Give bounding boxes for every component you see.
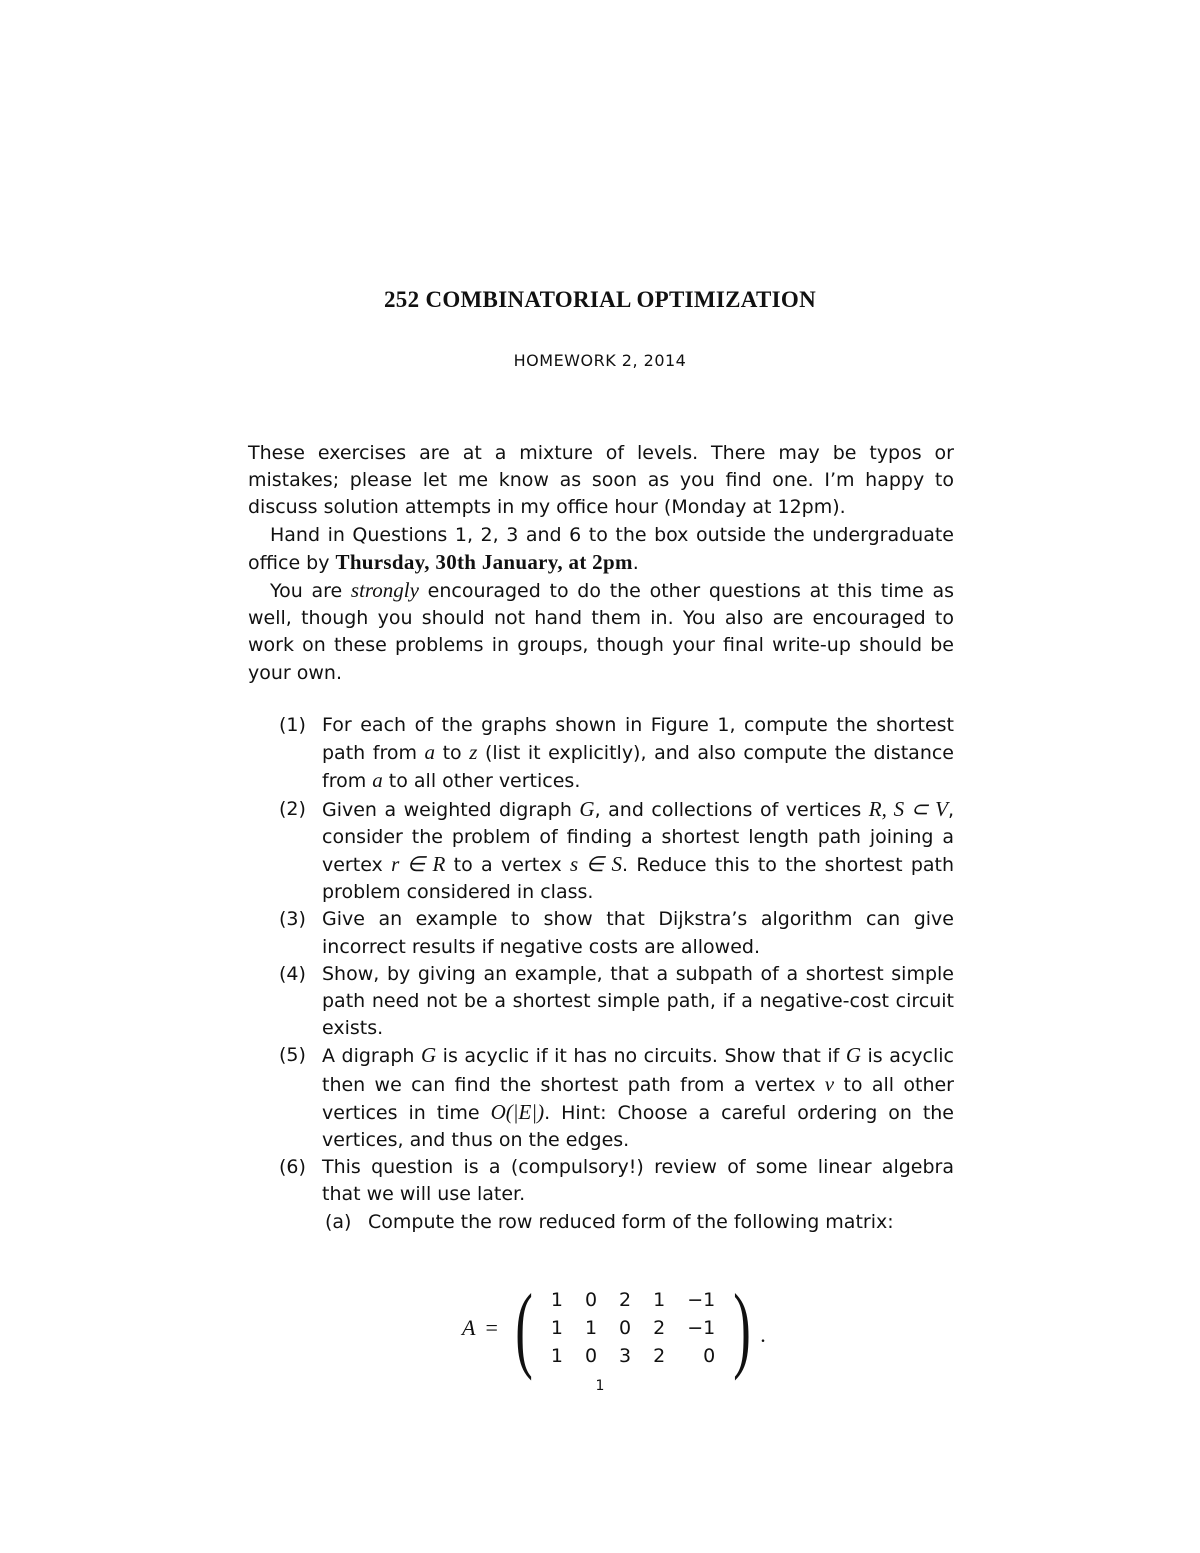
question-number: (3) xyxy=(279,908,306,931)
question-text: Given a weighted digraph G, and collections of vertices R, S ⊂ V, consider the problem of finding a shortest length path joining a vertex r ∈ R to a vertex s ∈ S. Reduce this to the shortest path problem considered in class. xyxy=(322,796,955,904)
question-text: Show, by giving an example, that a subpath of a shortest simple path need not be a shortest simple path, if a negative-cost circuit exists. xyxy=(322,962,954,1040)
intro-section xyxy=(248,440,954,687)
intro-p3-end: encouraged to do the other questions at this time as well, though you should not hand them in. You also are encouraged to work on these problems in groups, though your final write-up should be your own. xyxy=(248,580,954,684)
intro-paragraph-1: These exercises are at a mixture of levels. There may be typos or mistakes; please let me know as soon as you find one. I’m happy to discuss solution attempts in my office hour (Monday at 12pm). xyxy=(248,442,954,519)
matrix-row xyxy=(540,1314,726,1342)
subquestion-number: (a) xyxy=(325,1210,352,1233)
matrix-cell: 1 xyxy=(550,1317,563,1339)
question-item xyxy=(279,712,954,796)
question-number: (1) xyxy=(279,714,306,736)
matrix-period: . xyxy=(760,1322,766,1347)
equals-sign: = xyxy=(485,1315,498,1340)
subquestion-text: Compute the row reduced form of the following matrix: xyxy=(368,1210,894,1233)
question-item xyxy=(279,796,954,907)
question-item xyxy=(279,1042,954,1154)
matrix-cell: 0 xyxy=(619,1317,632,1339)
right-paren: ) xyxy=(733,1274,752,1381)
due-date: Thursday, 30th January, at 2pm xyxy=(335,549,633,574)
matrix-equation xyxy=(462,1274,766,1381)
page-title: 252 COMBINATORIAL OPTIMIZATION xyxy=(384,287,816,312)
intro-p2-end: . xyxy=(632,551,639,574)
page-number: 1 xyxy=(595,1378,605,1394)
matrix-label: A xyxy=(462,1315,476,1340)
matrix-cell: −1 xyxy=(687,1289,716,1311)
intro-p2-text: Hand in Questions 1, 2, 3 and 6 to the box outside the undergraduate office by xyxy=(248,523,954,574)
question-text: A digraph G is acyclic if it has no circuits. Show that if G is acyclic then we can find the shortest path from a vertex v to all other vertices in time O(|E|). Hint: Choose a careful ordering on the vertices, and thus on the edges. xyxy=(322,1043,955,1152)
question-text: This question is a (compulsory!) review of some linear algebra that we will use later. xyxy=(322,1156,954,1206)
matrix-cell: 2 xyxy=(619,1289,632,1311)
question-number: (6) xyxy=(279,1156,306,1179)
matrix-row xyxy=(540,1286,726,1314)
question-item xyxy=(279,1154,954,1208)
question-number: (4) xyxy=(279,962,306,985)
question-number: (5) xyxy=(279,1044,306,1067)
question-item xyxy=(279,961,954,1043)
matrix-cell: 3 xyxy=(619,1345,632,1367)
intro-paragraph-3 xyxy=(248,577,954,687)
matrix-cell: 1 xyxy=(584,1317,598,1339)
matrix-cell: 0 xyxy=(584,1289,598,1311)
intro-p3-text: You are xyxy=(270,580,351,603)
question-item xyxy=(279,906,954,960)
intro-paragraph-2 xyxy=(248,522,954,577)
matrix-cell: 1 xyxy=(653,1289,666,1311)
matrix-cell: 1 xyxy=(550,1289,563,1311)
matrix-cell: 0 xyxy=(584,1345,598,1367)
matrix-cell: 0 xyxy=(703,1345,716,1367)
question-list xyxy=(279,712,954,1236)
matrix xyxy=(540,1286,726,1370)
matrix-cell: 2 xyxy=(653,1317,666,1339)
subquestion-item xyxy=(279,1209,954,1236)
question-text: For each of the graphs shown in Figure 1, compute the shortest path from a to z (list it explicitly), and also compute the distance from a to all other vertices. xyxy=(322,714,955,793)
matrix-cell: 2 xyxy=(653,1345,666,1367)
left-paren: ( xyxy=(515,1274,533,1381)
emphasis-strongly: strongly xyxy=(350,578,419,603)
question-number: (2) xyxy=(279,797,306,820)
page-subtitle: HOMEWORK 2, 2014 xyxy=(513,351,687,370)
matrix-row xyxy=(540,1342,726,1370)
question-text: Give an example to show that Dijkstra’s algorithm can give incorrect results if negative costs are allowed. xyxy=(322,908,954,958)
matrix-cell: 1 xyxy=(550,1345,563,1367)
matrix-cell: −1 xyxy=(687,1317,716,1339)
